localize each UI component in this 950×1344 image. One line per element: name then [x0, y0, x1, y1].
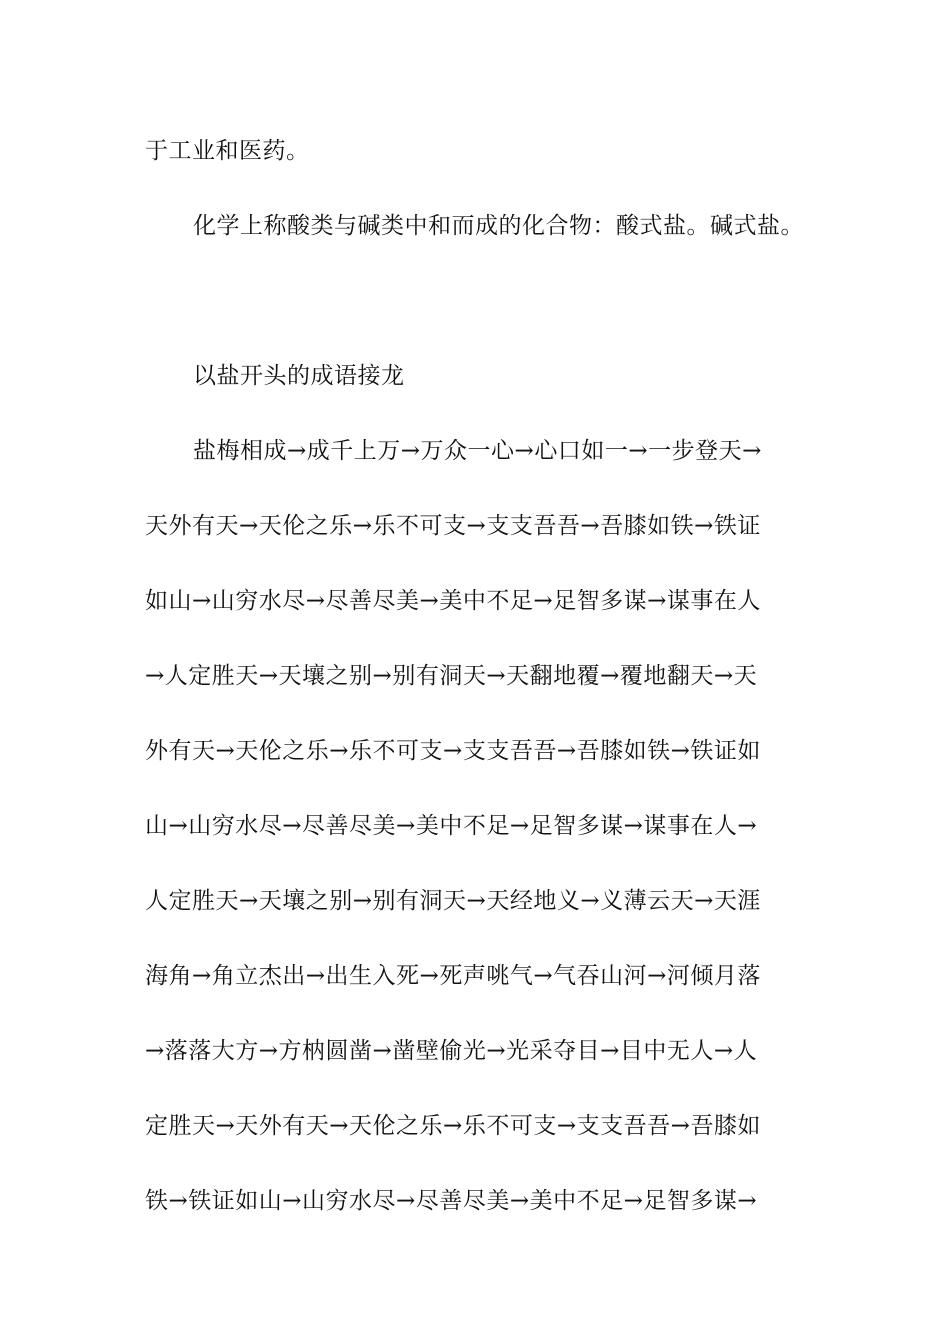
idiom-chain-line: 如山→山穷水尽→尽善尽美→美中不足→足智多谋→谋事在人 [145, 588, 761, 614]
idiom-chain-line: 定胜天→天外有天→天伦之乐→乐不可支→支支吾吾→吾膝如 [145, 1113, 761, 1139]
idiom-chain-line: →落落大方→方枘圆凿→凿壁偷光→光采夺目→目中无人→人 [145, 1038, 758, 1064]
idiom-chain-line: 山→山穷水尽→尽善尽美→美中不足→足智多谋→谋事在人→ [145, 813, 758, 839]
section-heading: 以盐开头的成语接龙 [193, 363, 405, 389]
idiom-chain-line: 天外有天→天伦之乐→乐不可支→支支吾吾→吾膝如铁→铁证 [145, 513, 761, 539]
idiom-chain-line: 铁→铁证如山→山穷水尽→尽善尽美→美中不足→足智多谋→ [145, 1188, 758, 1214]
paragraph-salt-definition: 化学上称酸类与碱类中和而成的化合物：酸式盐。碱式盐。 [193, 213, 804, 239]
idiom-chain-line: 外有天→天伦之乐→乐不可支→支支吾吾→吾膝如铁→铁证如 [145, 738, 761, 764]
idiom-chain-line: 盐梅相成→成千上万→万众一心→心口如一→一步登天→ [193, 438, 762, 464]
idiom-chain-line: 人定胜天→天壤之别→别有洞天→天经地义→义薄云天→天涯 [145, 888, 761, 914]
idiom-chain-line: →人定胜天→天壤之别→别有洞天→天翻地覆→覆地翻天→天 [145, 663, 758, 689]
paragraph-tail: 于工业和医药。 [145, 138, 310, 164]
idiom-chain-line: 海角→角立杰出→出生入死→死声咷气→气吞山河→河倾月落 [145, 963, 761, 989]
